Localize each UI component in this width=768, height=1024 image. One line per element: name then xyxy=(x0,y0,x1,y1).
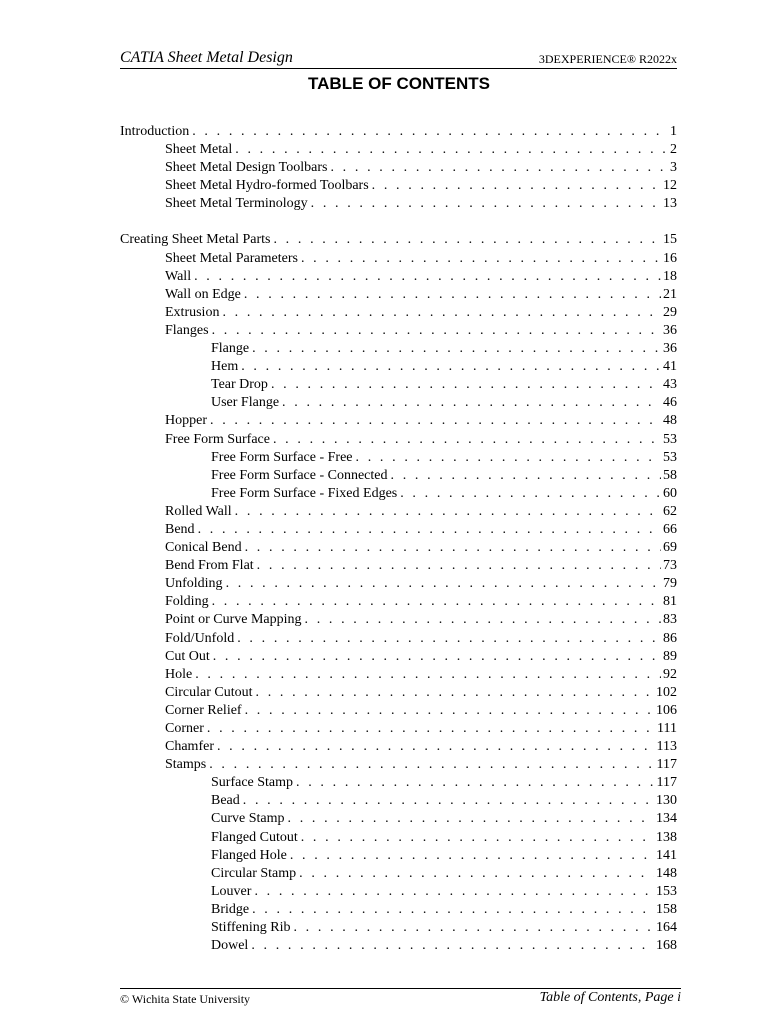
toc-entry-page: 134 xyxy=(656,811,677,827)
toc-entry-page: 117 xyxy=(656,757,677,773)
toc-entry-label: Flange xyxy=(211,341,250,357)
toc-entry-label: Rolled Wall xyxy=(165,503,232,519)
toc-entry-label: Creating Sheet Metal Parts xyxy=(120,232,271,248)
dot-leader xyxy=(192,123,668,141)
toc-entry[interactable] xyxy=(120,340,677,358)
toc-entry-page: 13 xyxy=(663,196,677,212)
toc-entry[interactable] xyxy=(120,666,677,684)
toc-entry[interactable] xyxy=(120,829,677,847)
toc-entry-page: 60 xyxy=(663,485,677,501)
page-footer xyxy=(120,988,681,1009)
toc-entry[interactable] xyxy=(120,141,677,159)
toc-entry[interactable] xyxy=(120,774,677,792)
dot-leader xyxy=(288,810,655,828)
page-label: Table of Contents, Page i xyxy=(539,990,681,1005)
toc-entry-label: Free Form Surface - Fixed Edges xyxy=(211,485,398,501)
toc-entry[interactable] xyxy=(120,539,677,557)
toc-entry-page: 16 xyxy=(663,250,677,266)
toc-entry-label: Flanged Hole xyxy=(211,847,287,863)
toc-entry[interactable] xyxy=(120,231,677,249)
dot-leader xyxy=(235,141,668,159)
toc-entry[interactable] xyxy=(120,431,677,449)
toc-entry-page: 83 xyxy=(663,612,677,628)
dot-leader xyxy=(299,865,654,883)
dot-leader xyxy=(252,340,661,358)
dot-leader xyxy=(245,539,661,557)
toc-entry[interactable] xyxy=(120,684,677,702)
toc-entry-page: 158 xyxy=(656,901,677,917)
toc-entry[interactable] xyxy=(120,177,677,195)
toc-entry-label: Corner xyxy=(165,721,204,736)
toc-entry-label: Hem xyxy=(211,359,239,375)
toc-entry-label: Conical Bend xyxy=(165,540,242,556)
toc-entry[interactable] xyxy=(120,611,677,629)
toc-entry-page: 15 xyxy=(663,232,677,248)
toc-entry-label: Free Form Surface xyxy=(165,431,270,447)
toc-entry-page: 153 xyxy=(656,883,677,899)
toc-entry[interactable] xyxy=(120,123,677,141)
toc-entry-label: Wall xyxy=(165,268,192,284)
toc-entry-label: Extrusion xyxy=(165,304,220,320)
dot-leader xyxy=(251,937,654,955)
dot-leader xyxy=(195,666,661,684)
toc-entry-label: Circular Cutout xyxy=(165,684,253,700)
dot-leader xyxy=(212,593,661,611)
toc-entry[interactable] xyxy=(120,648,677,666)
dot-leader xyxy=(254,883,654,901)
dot-leader xyxy=(273,231,661,249)
dot-leader xyxy=(243,792,654,810)
dot-leader xyxy=(391,467,662,485)
toc-entry-page: 69 xyxy=(663,540,677,556)
dot-leader xyxy=(282,394,661,412)
dot-leader xyxy=(217,738,655,756)
toc-entry[interactable] xyxy=(120,394,677,412)
toc-entry-page: 43 xyxy=(663,377,677,393)
toc-entry[interactable] xyxy=(120,901,677,919)
dot-leader xyxy=(293,919,654,937)
dot-leader xyxy=(311,195,661,213)
dot-leader xyxy=(330,159,668,177)
toc-entry-page: 29 xyxy=(663,304,677,320)
toc-entry[interactable] xyxy=(120,847,677,865)
toc-entry-page: 86 xyxy=(663,630,677,646)
toc-entry[interactable] xyxy=(120,159,677,177)
toc-entry-page: 18 xyxy=(663,268,677,284)
dot-leader xyxy=(244,286,661,304)
dot-leader xyxy=(235,503,661,521)
toc-entry-label: Hole xyxy=(165,666,193,682)
toc-entry-label: Point or Curve Mapping xyxy=(165,612,302,628)
toc-entry[interactable] xyxy=(120,250,677,268)
toc-entry-label: Bend From Flat xyxy=(165,558,254,574)
dot-leader xyxy=(256,684,655,702)
dot-leader xyxy=(212,322,661,340)
toc-entry-label: Circular Stamp xyxy=(211,865,297,881)
toc-entry-page: 53 xyxy=(663,431,677,447)
toc-entry-page: 81 xyxy=(663,594,677,610)
toc-entry-page: 113 xyxy=(656,739,677,755)
dot-leader xyxy=(301,829,654,847)
dot-leader xyxy=(226,575,661,593)
dot-leader xyxy=(245,702,654,720)
toc-entry-label: Louver xyxy=(211,883,252,899)
toc-entry[interactable] xyxy=(120,521,677,539)
dot-leader xyxy=(207,720,655,738)
toc-entry-label: Cut Out xyxy=(165,648,210,664)
toc-entry-page: 102 xyxy=(656,684,677,700)
dot-leader xyxy=(213,648,661,666)
toc-entry[interactable] xyxy=(120,702,677,720)
toc-entry-page: 148 xyxy=(656,865,677,881)
dot-leader xyxy=(257,557,661,575)
toc-entry-label: Surface Stamp xyxy=(211,775,294,791)
toc-entry-page: 106 xyxy=(656,702,677,718)
toc-entry[interactable] xyxy=(120,593,677,611)
toc-entry-page: 79 xyxy=(663,576,677,592)
dot-leader xyxy=(372,177,661,195)
toc-entry-label: Stamps xyxy=(165,757,207,773)
toc-entry[interactable] xyxy=(120,358,677,376)
toc-entry-page: 46 xyxy=(663,395,677,411)
dot-leader xyxy=(252,901,654,919)
toc-entry[interactable] xyxy=(120,195,677,213)
dot-leader xyxy=(222,304,661,322)
toc-entry[interactable] xyxy=(120,630,677,648)
toc-entry-page: 73 xyxy=(663,558,677,574)
dot-leader xyxy=(305,611,662,629)
toc-entry[interactable] xyxy=(120,810,677,828)
toc-entry[interactable] xyxy=(120,883,677,901)
toc-entry-label: Sheet Metal Parameters xyxy=(165,250,298,266)
dot-leader xyxy=(301,250,661,268)
dot-leader xyxy=(356,449,661,467)
toc-entry-page: 36 xyxy=(663,322,677,338)
toc-entry-label: User Flange xyxy=(211,395,280,411)
toc-entry[interactable] xyxy=(120,575,677,593)
dot-leader xyxy=(209,756,654,774)
toc-entry[interactable] xyxy=(120,557,677,575)
toc-entry-label: Tear Drop xyxy=(211,377,268,393)
dot-leader xyxy=(210,412,661,430)
toc-entry[interactable] xyxy=(120,376,677,394)
toc-entry[interactable] xyxy=(120,792,677,810)
toc-entry-page: 92 xyxy=(663,666,677,682)
toc-entry-page: 58 xyxy=(663,467,677,483)
toc-entry-label: Sheet Metal xyxy=(165,142,233,158)
dot-leader xyxy=(271,376,661,394)
toc-entry-page: 3 xyxy=(670,160,677,176)
toc-entry-label: Folding xyxy=(165,594,209,610)
toc-entry-page: 41 xyxy=(663,359,677,375)
toc-entry[interactable] xyxy=(120,304,677,322)
toc-entry-page: 1 xyxy=(670,124,677,139)
toc-entry-label: Free Form Surface - Connected xyxy=(211,467,388,483)
copyright: © Wichita State University xyxy=(120,992,251,1006)
toc-entry[interactable] xyxy=(120,720,677,738)
dot-leader xyxy=(290,847,654,865)
toc-entry-page: 12 xyxy=(663,178,677,194)
toc-entry-page: 36 xyxy=(663,341,677,357)
toc-entry-label: Wall on Edge xyxy=(165,286,241,302)
toc-entry-label: Flanged Cutout xyxy=(211,829,298,845)
toc-entry-page: 138 xyxy=(656,829,677,845)
toc-entry-label: Hopper xyxy=(165,413,207,429)
dot-leader xyxy=(400,485,661,503)
toc-entry-page: 111 xyxy=(657,721,677,736)
toc-entry-page: 164 xyxy=(656,920,677,936)
toc-entry-label: Unfolding xyxy=(165,576,223,592)
toc-entry-label: Free Form Surface - Free xyxy=(211,449,353,465)
toc-entry[interactable] xyxy=(120,268,677,286)
toc-entry-page: 130 xyxy=(656,793,677,809)
toc-entry-label: Sheet Metal Terminology xyxy=(165,196,308,212)
dot-leader xyxy=(296,774,654,792)
toc-entry-page: 168 xyxy=(656,938,677,954)
toc-entry-label: Bead xyxy=(211,793,240,809)
toc-entry[interactable] xyxy=(120,919,677,937)
toc-entry-label: Fold/Unfold xyxy=(165,630,235,646)
toc-entry[interactable] xyxy=(120,738,677,756)
toc-entry-label: Sheet Metal Design Toolbars xyxy=(165,160,328,176)
toc-entry-page: 2 xyxy=(670,142,677,158)
toc-entry-page: 66 xyxy=(663,521,677,537)
document-title: CATIA Sheet Metal Design xyxy=(120,49,293,66)
toc-entry-label: Sheet Metal Hydro-formed Toolbars xyxy=(165,178,369,194)
toc-entry[interactable] xyxy=(120,503,677,521)
toc-entry-label: Dowel xyxy=(211,938,249,954)
toc-entry[interactable] xyxy=(120,467,677,485)
dot-leader xyxy=(241,358,661,376)
page-header xyxy=(120,48,677,69)
toc-entry-page: 21 xyxy=(663,286,677,302)
toc-entry-label: Bend xyxy=(165,521,195,537)
toc-entry[interactable] xyxy=(120,756,677,774)
toc-entry-label: Corner Relief xyxy=(165,702,242,718)
toc-entry-page: 62 xyxy=(663,503,677,519)
toc-entry-label: Bridge xyxy=(211,901,250,917)
toc-entry[interactable] xyxy=(120,865,677,883)
dot-leader xyxy=(194,268,661,286)
toc-entry[interactable] xyxy=(120,937,677,955)
dot-leader xyxy=(198,521,661,539)
dot-leader xyxy=(237,630,661,648)
toc-entry-page: 48 xyxy=(663,413,677,429)
toc-entry-page: 89 xyxy=(663,648,677,664)
toc-entry[interactable] xyxy=(120,322,677,340)
toc-entry-label: Chamfer xyxy=(165,739,214,755)
toc-entry[interactable] xyxy=(120,286,677,304)
toc-entry-page: 141 xyxy=(656,847,677,863)
toc-entry-label: Stiffening Rib xyxy=(211,920,291,936)
toc-entry[interactable] xyxy=(120,412,677,430)
toc-entry-page: 53 xyxy=(663,449,677,465)
toc-entry-label: Flanges xyxy=(165,322,209,338)
table-of-contents xyxy=(120,123,677,955)
page-title: TABLE OF CONTENTS xyxy=(308,74,490,93)
toc-entry-label: Curve Stamp xyxy=(211,811,285,827)
toc-entry[interactable] xyxy=(120,485,677,503)
toc-entry-page: 117 xyxy=(656,775,677,791)
toc-entry[interactable] xyxy=(120,449,677,467)
toc-entry-label: Introduction xyxy=(120,124,190,139)
dot-leader xyxy=(273,431,661,449)
software-version: 3DEXPERIENCE® R2022x xyxy=(538,52,677,66)
